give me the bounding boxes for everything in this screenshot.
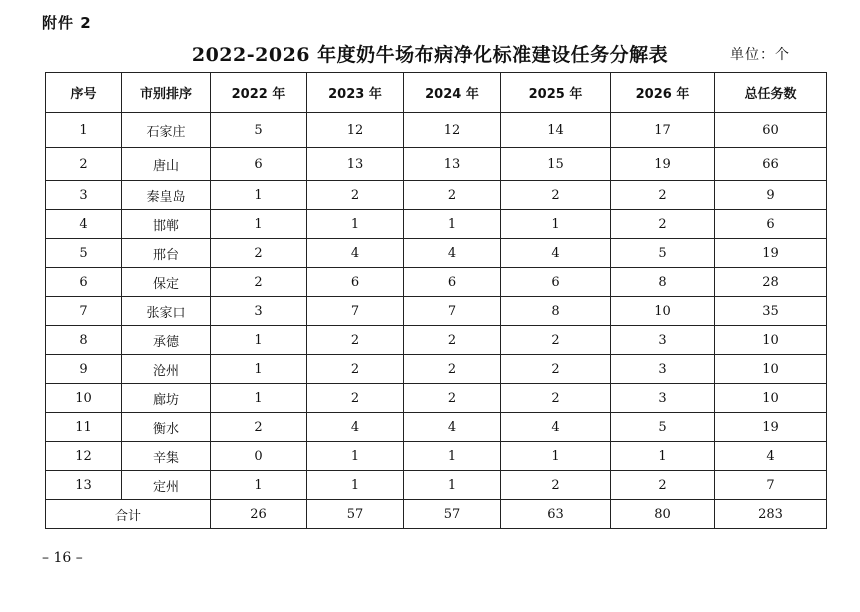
- city-cell: 廊坊: [122, 384, 211, 413]
- table-row: [46, 471, 827, 500]
- city-cell: 承德: [122, 326, 211, 355]
- table-cell: 19: [611, 148, 715, 181]
- page-number: – 16 –: [42, 550, 83, 566]
- column-header: 序号: [46, 73, 122, 113]
- table-cell: 66: [715, 148, 827, 181]
- table-cell: 13: [307, 148, 404, 181]
- table-cell: 57: [404, 500, 501, 529]
- table-cell: 2: [501, 355, 611, 384]
- table-cell: 28: [715, 268, 827, 297]
- attachment-label: 附件 2: [42, 14, 92, 32]
- table-cell: 1: [404, 210, 501, 239]
- table-cell: 19: [715, 239, 827, 268]
- table-row: [46, 210, 827, 239]
- table-cell: 1: [211, 355, 307, 384]
- table-cell: 1: [501, 210, 611, 239]
- table-cell: 1: [307, 442, 404, 471]
- table-cell: 7: [307, 297, 404, 326]
- table-row: [46, 413, 827, 442]
- city-cell: 张家口: [122, 297, 211, 326]
- task-breakdown-table: [45, 72, 827, 529]
- table-cell: 11: [46, 413, 122, 442]
- table-cell: 2: [404, 355, 501, 384]
- table-cell: 4: [404, 239, 501, 268]
- table-cell: 57: [307, 500, 404, 529]
- table-cell: 4: [501, 413, 611, 442]
- table-cell: 1: [501, 442, 611, 471]
- table-cell: 2: [611, 471, 715, 500]
- table-cell: 17: [611, 113, 715, 148]
- city-cell: 保定: [122, 268, 211, 297]
- table-row: [46, 239, 827, 268]
- table-cell: 283: [715, 500, 827, 529]
- city-cell: 石家庄: [122, 113, 211, 148]
- table-cell: 2: [404, 384, 501, 413]
- column-header: 2026 年: [611, 73, 715, 113]
- table-cell: 13: [404, 148, 501, 181]
- table-cell: 12: [307, 113, 404, 148]
- table-cell: 4: [404, 413, 501, 442]
- table-cell: 7: [715, 471, 827, 500]
- table-cell: 12: [404, 113, 501, 148]
- table-cell: 2: [211, 413, 307, 442]
- table-cell: 10: [611, 297, 715, 326]
- total-row: [46, 500, 827, 529]
- table-cell: 2: [611, 210, 715, 239]
- table-row: [46, 148, 827, 181]
- table-cell: 80: [611, 500, 715, 529]
- table-row: [46, 268, 827, 297]
- table-cell: 6: [46, 268, 122, 297]
- table-row: [46, 297, 827, 326]
- table-cell: 1: [211, 210, 307, 239]
- table-cell: 10: [46, 384, 122, 413]
- table-cell: 2: [501, 326, 611, 355]
- table-cell: 1: [307, 210, 404, 239]
- table-cell: 4: [46, 210, 122, 239]
- table-cell: 7: [46, 297, 122, 326]
- table-cell: 2: [404, 181, 501, 210]
- table-cell: 2: [611, 181, 715, 210]
- table-cell: 6: [404, 268, 501, 297]
- table-cell: 26: [211, 500, 307, 529]
- table-cell: 5: [611, 413, 715, 442]
- column-header: 2025 年: [501, 73, 611, 113]
- table-cell: 2: [501, 384, 611, 413]
- table-cell: 8: [46, 326, 122, 355]
- table-cell: 0: [211, 442, 307, 471]
- table-cell: 3: [211, 297, 307, 326]
- table-cell: 1: [46, 113, 122, 148]
- document-title: 2022-2026 年度奶牛场布病净化标准建设任务分解表: [191, 44, 669, 66]
- table-row: [46, 442, 827, 471]
- table-header-row: [46, 73, 827, 113]
- city-cell: 定州: [122, 471, 211, 500]
- table-cell: 5: [46, 239, 122, 268]
- table-cell: 35: [715, 297, 827, 326]
- table-cell: 2: [307, 355, 404, 384]
- table-cell: 1: [211, 471, 307, 500]
- table-cell: 2: [46, 148, 122, 181]
- table-cell: 4: [715, 442, 827, 471]
- city-cell: 秦皇岛: [122, 181, 211, 210]
- table-cell: 8: [501, 297, 611, 326]
- table-cell: 12: [46, 442, 122, 471]
- table-cell: 3: [611, 355, 715, 384]
- table-cell: 1: [611, 442, 715, 471]
- table-cell: 1: [404, 442, 501, 471]
- table-cell: 10: [715, 384, 827, 413]
- table-cell: 6: [211, 148, 307, 181]
- city-cell: 唐山: [122, 148, 211, 181]
- column-header: 总任务数: [715, 73, 827, 113]
- table-cell: 10: [715, 326, 827, 355]
- table-cell: 7: [404, 297, 501, 326]
- table-row: [46, 181, 827, 210]
- table-cell: 2: [501, 471, 611, 500]
- table-cell: 2: [307, 181, 404, 210]
- table-cell: 1: [307, 471, 404, 500]
- table-cell: 9: [46, 355, 122, 384]
- column-header: 2024 年: [404, 73, 501, 113]
- table-cell: 1: [404, 471, 501, 500]
- city-cell: 辛集: [122, 442, 211, 471]
- table-cell: 2: [211, 239, 307, 268]
- table-cell: 4: [307, 413, 404, 442]
- city-cell: 邯郸: [122, 210, 211, 239]
- total-label: 合计: [46, 500, 211, 529]
- city-cell: 衡水: [122, 413, 211, 442]
- table-cell: 3: [611, 326, 715, 355]
- table-cell: 15: [501, 148, 611, 181]
- column-header: 2023 年: [307, 73, 404, 113]
- table-cell: 6: [501, 268, 611, 297]
- table-cell: 3: [46, 181, 122, 210]
- table-cell: 6: [715, 210, 827, 239]
- table-cell: 14: [501, 113, 611, 148]
- column-header: 市别排序: [122, 73, 211, 113]
- city-cell: 沧州: [122, 355, 211, 384]
- table-cell: 9: [715, 181, 827, 210]
- table-cell: 8: [611, 268, 715, 297]
- table-cell: 2: [501, 181, 611, 210]
- table-cell: 2: [307, 326, 404, 355]
- table-row: [46, 113, 827, 148]
- table-cell: 10: [715, 355, 827, 384]
- table-row: [46, 326, 827, 355]
- table-cell: 63: [501, 500, 611, 529]
- table-cell: 5: [611, 239, 715, 268]
- table-cell: 2: [404, 326, 501, 355]
- table-cell: 2: [307, 384, 404, 413]
- table-cell: 1: [211, 181, 307, 210]
- table-cell: 3: [611, 384, 715, 413]
- city-cell: 邢台: [122, 239, 211, 268]
- table-cell: 60: [715, 113, 827, 148]
- table-cell: 2: [211, 268, 307, 297]
- table-cell: 4: [501, 239, 611, 268]
- table-cell: 5: [211, 113, 307, 148]
- table-cell: 13: [46, 471, 122, 500]
- column-header: 2022 年: [211, 73, 307, 113]
- table-cell: 4: [307, 239, 404, 268]
- unit-label: 单位：个: [730, 47, 790, 63]
- table-row: [46, 355, 827, 384]
- table-row: [46, 384, 827, 413]
- table-cell: 6: [307, 268, 404, 297]
- table-cell: 1: [211, 384, 307, 413]
- table-cell: 1: [211, 326, 307, 355]
- table-cell: 19: [715, 413, 827, 442]
